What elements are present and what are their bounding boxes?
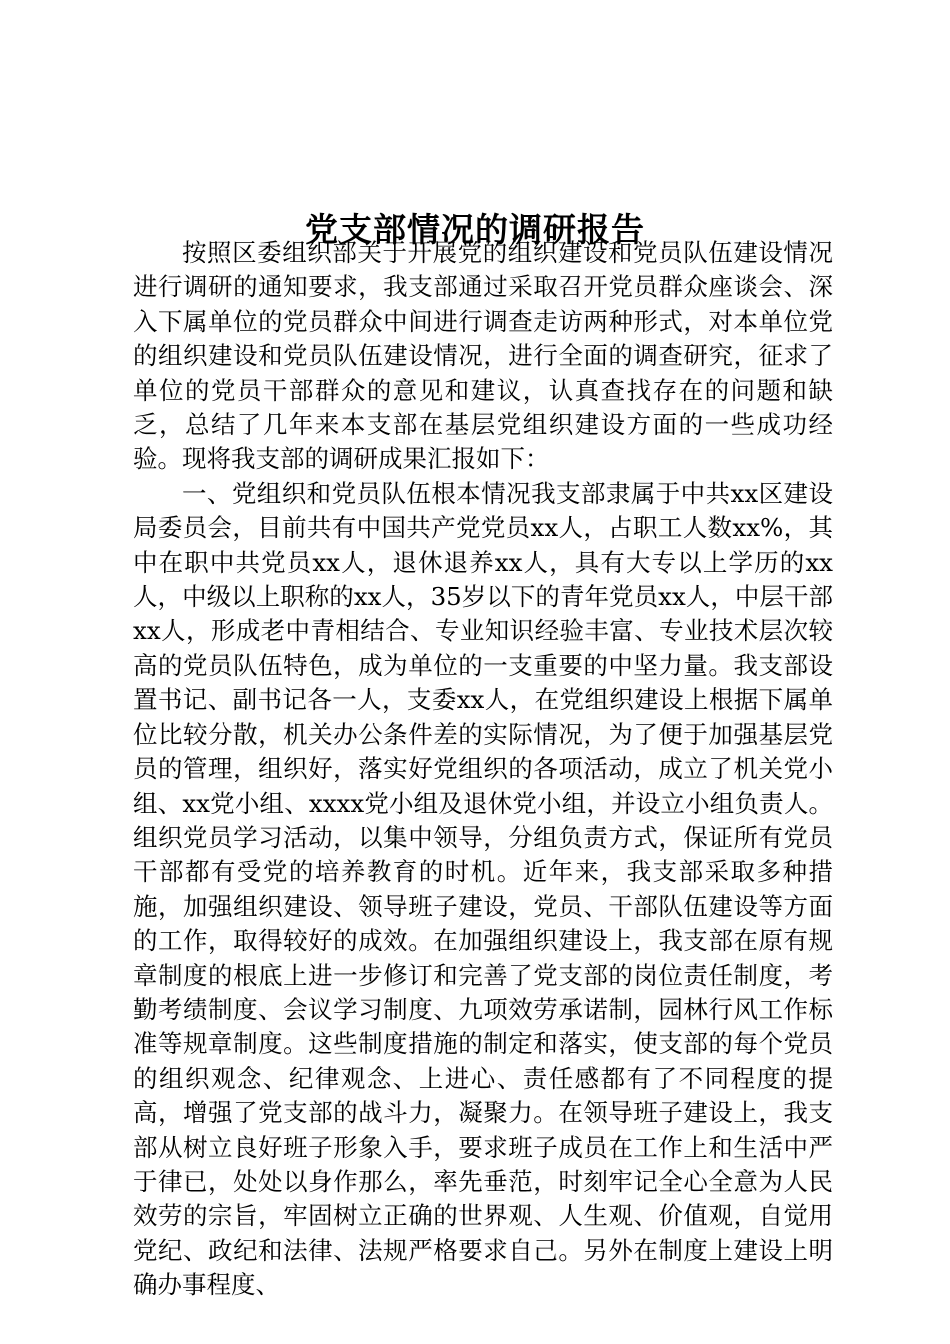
document-body — [133, 236, 833, 1303]
paragraph-intro: 按照区委组织部关于开展党的组织建设和党员队伍建设情况进行调研的通知要求，我支部通过采取召开党员群众座谈会、深入下属单位的党员群众中间进行调查走访两种形式，对本单位党的组织建设和党员队伍建设情况，进行全面的调查研究，征求了单位的党员干部群众的意见和建议，认真查找存在的问题和缺乏，总结了几年来本支部在基层党组织建设方面的一些成功经验。现将我支部的调研成果汇报如下： — [133, 238, 833, 474]
paragraph-section-1: 一、党组织和党员队伍根本情况我支部隶属于中共xx区建设局委员会，目前共有中国共产党党员xx人，占职工人数xx%，其中在职中共党员xx人，退休退养xx人，具有大专以上学历的xx人，中级以上职称的xx人，35岁以下的青年党员xx人，中层干部xx人，形成老中青相结合、专业知识经验丰富、专业技术层次较高的党员队伍特色，成为单位的一支重要的中坚力量。我支部设置书记、副书记各一人，支委xx人，在党组织建设上根据下属单位比较分散，机关办公条件差的实际情况，为了便于加强基层党员的管理，组织好，落实好党组织的各项活动，成立了机关党小组、xx党小组、xxxx党小组及退休党小组，并设立小组负责人。组织党员学习活动，以集中领导，分组负责方式，保证所有党员干部都有受党的培养教育的时机。近年来，我支部采取多种措施，加强组织建设、领导班子建设，党员、干部队伍建设等方面的工作，取得较好的成效。在加强组织建设上，我支部在原有规章制度的根底上进一步修订和完善了党支部的岗位责任制度，考勤考绩制度、会议学习制度、九项效劳承诺制，园林行风工作标准等规章制度。这些制度措施的制定和落实，使支部的每个党员的组织观念、纪律观念、上进心、责任感都有了不同程度的提高，增强了党支部的战斗力，凝聚力。在领导班子建设上，我支部从树立良好班子形象入手，要求班子成员在工作上和生活中严于律已，处处以身作那么，率先垂范，时刻牢记全心全意为人民效劳的宗旨，牢固树立正确的世界观、人生观、价值观，自觉用党纪、政纪和法律、法规严格要求自己。另外在制度上建设上明确办事程度、 — [133, 478, 833, 1300]
page-title: 党支部情况的调研报告 — [305, 210, 645, 250]
